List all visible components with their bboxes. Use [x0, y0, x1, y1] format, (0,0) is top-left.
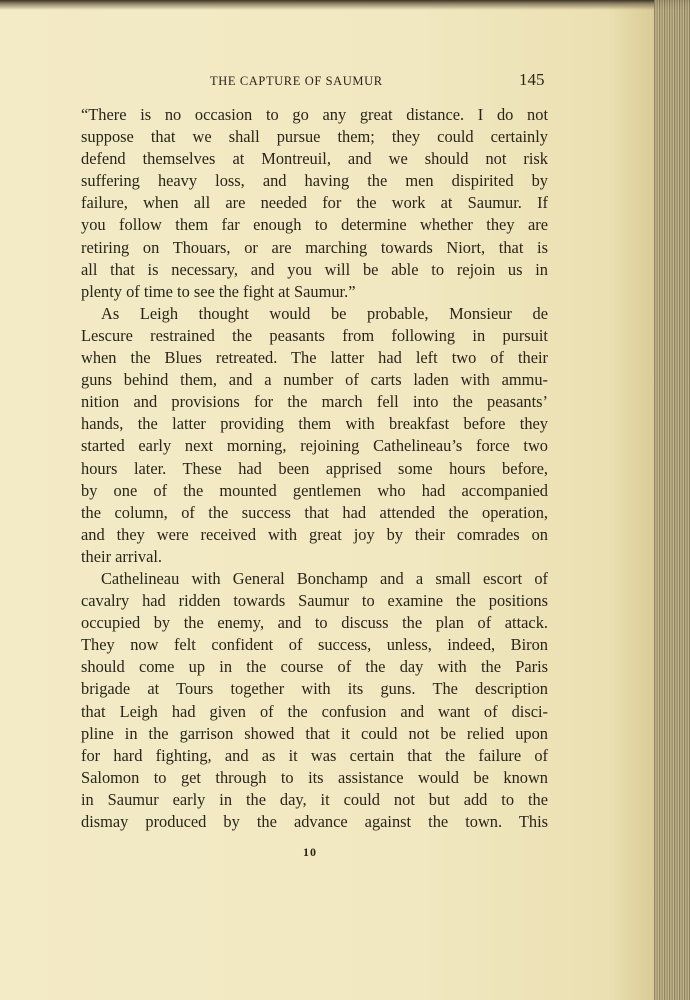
- text-line: for hard fighting, and as it was certain that the failure of: [81, 745, 548, 765]
- text-line: started early next morning, rejoining Cathelineau’s force two: [81, 436, 548, 456]
- body-text: [81, 104, 548, 833]
- text-line: Lescure restrained the peasants from following in pursuit: [81, 325, 548, 345]
- text-line: occupied by the enemy, and to discuss the plan of attack.: [81, 613, 548, 633]
- text-line: retiring on Thouars, or are marching towards Niort, that is: [81, 237, 548, 257]
- text-line: hours later. These had been apprised some hours before,: [81, 458, 548, 478]
- text-line: suppose that we shall pursue them; they could certainly: [81, 127, 548, 147]
- text-line: you follow them far enough to determine whether they are: [81, 215, 548, 235]
- text-line: hands, the latter providing them with breakfast before they: [81, 414, 548, 434]
- text-line: should come up in the course of the day with the Paris: [81, 657, 548, 677]
- text-line: They now felt confident of success, unless, indeed, Biron: [81, 635, 548, 655]
- text-line: suffering heavy loss, and having the men dispirited by: [81, 171, 548, 191]
- running-title: THE CAPTURE OF SAUMUR: [210, 74, 383, 88]
- text-line: cavalry had ridden towards Saumur to examine the positions: [81, 591, 548, 611]
- text-line: Cathelineau with General Bonchamp and a small escort of: [101, 568, 548, 588]
- text-line: by one of the mounted gentlemen who had accompanied: [81, 480, 548, 500]
- text-line: failure, when all are needed for the work at Saumur. If: [81, 193, 548, 213]
- text-line: “There is no occasion to go any great distance. I do not: [81, 105, 548, 124]
- text-line: that Leigh had given of the confusion and want of disci-: [81, 701, 548, 721]
- text-line: and they were received with great joy by their comrades on: [81, 524, 548, 544]
- signature-mark: 10: [303, 845, 317, 859]
- text-line: plenty of time to see the fight at Saumur.”: [81, 281, 356, 301]
- text-line: the column, of the success that had attended the operation,: [81, 502, 548, 522]
- text-line: when the Blues retreated. The latter had left two of their: [81, 348, 548, 368]
- text-line: dismay produced by the advance against the town. This: [81, 812, 548, 831]
- page-number: 145: [519, 70, 545, 89]
- page-top-shadow: [0, 0, 690, 10]
- text-line: defend themselves at Montreuil, and we should not risk: [81, 149, 548, 169]
- text-line: all that is necessary, and you will be able to rejoin us in: [81, 259, 548, 279]
- text-line: in Saumur early in the day, it could not but add to the: [81, 789, 548, 809]
- text-line: brigade at Tours together with its guns. The description: [81, 679, 548, 699]
- text-line: Salomon to get through to its assistance would be known: [81, 767, 548, 787]
- text-line: nition and provisions for the march fell into the peasants’: [81, 392, 548, 412]
- text-line: As Leigh thought would be probable, Monsieur de: [101, 303, 548, 323]
- text-line: pline in the garrison showed that it could not be relied upon: [81, 723, 548, 743]
- text-line: their arrival.: [81, 546, 163, 566]
- text-line: guns behind them, and a number of carts laden with ammu-: [81, 370, 548, 390]
- page-edge-stack: [654, 0, 690, 1000]
